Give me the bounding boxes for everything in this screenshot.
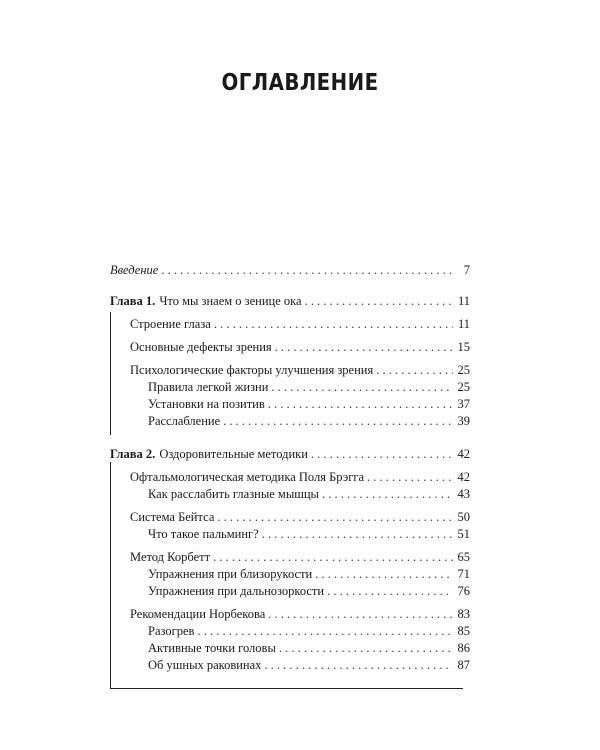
toc-entry-page: 37 xyxy=(457,397,470,411)
toc-entry-page: 86 xyxy=(457,641,470,655)
toc-entry-page: 51 xyxy=(457,527,470,541)
leader-dots xyxy=(214,316,453,333)
leader-dots xyxy=(161,262,453,279)
chapter-number: Глава 2. xyxy=(110,447,156,461)
toc-entry[interactable] xyxy=(110,396,470,413)
leader-dots xyxy=(376,362,453,379)
toc-entry-page: 50 xyxy=(457,510,470,524)
toc-entry[interactable] xyxy=(110,316,470,333)
toc-entry-label: Оздоровительные методики xyxy=(159,447,308,461)
toc-entry[interactable] xyxy=(110,486,470,503)
leader-dots xyxy=(223,413,453,430)
toc-entry[interactable] xyxy=(110,469,470,486)
toc-entry-intro[interactable] xyxy=(110,262,470,279)
toc-entry[interactable] xyxy=(110,379,470,396)
toc-entry-label: Об ушных раковинах xyxy=(148,658,262,672)
toc-entry-label: Что такое пальминг? xyxy=(148,527,259,541)
toc-entry-label: Разогрев xyxy=(148,624,195,638)
toc-entry-label: Офтальмологическая методика Поля Брэгга xyxy=(130,470,365,484)
toc-entry-label: Что мы знаем о зенице ока xyxy=(159,294,302,308)
leader-dots xyxy=(268,396,453,413)
toc-entry-label: Расслабление xyxy=(148,414,221,428)
toc-entry-label: Система Бейтса xyxy=(130,510,215,524)
toc-entry-page: 25 xyxy=(457,380,470,394)
leader-dots xyxy=(197,623,453,640)
toc-entry-page: 7 xyxy=(463,263,470,277)
toc-entry-label: Активные точки головы xyxy=(148,641,276,655)
toc-entry-label: Психологические факторы улучшения зрения xyxy=(130,363,374,377)
leader-dots xyxy=(262,526,453,543)
leader-dots xyxy=(305,293,453,310)
page-title: ОГЛАВЛЕНИЕ xyxy=(221,70,379,96)
toc-entry-label: Введение xyxy=(110,263,159,277)
leader-dots xyxy=(268,606,453,623)
toc-entry-label: Упражнения при близорукости xyxy=(148,567,313,581)
toc-entry-page: 83 xyxy=(457,607,470,621)
toc-entry[interactable] xyxy=(110,362,470,379)
toc-entry[interactable] xyxy=(110,657,470,674)
toc-entry[interactable] xyxy=(110,549,470,566)
leader-dots xyxy=(322,486,453,503)
toc-entry-page: 25 xyxy=(457,363,470,377)
toc-entry-page: 71 xyxy=(457,567,470,581)
toc-entry-label: Правила легкой жизни xyxy=(148,380,269,394)
toc-entry-page: 42 xyxy=(457,470,470,484)
toc-entry-page: 11 xyxy=(457,317,470,331)
leader-dots xyxy=(217,509,453,526)
leader-dots xyxy=(367,469,453,486)
toc-entry-label: Строение глаза xyxy=(130,317,211,331)
toc-entry-label: Метод Корбетт xyxy=(130,550,211,564)
toc-entry-label: Как расслабить глазные мышцы xyxy=(148,487,319,501)
toc-chapter-1[interactable] xyxy=(110,293,470,310)
leader-dots xyxy=(315,566,453,583)
leader-dots xyxy=(327,583,453,600)
toc-entry[interactable] xyxy=(110,623,470,640)
toc-entry-label: Упражнения при дальнозоркости xyxy=(148,584,325,598)
leader-dots xyxy=(275,339,453,356)
toc-entry-page: 65 xyxy=(457,550,470,564)
toc-entry[interactable] xyxy=(110,640,470,657)
table-of-contents xyxy=(110,262,470,674)
toc-entry[interactable] xyxy=(110,566,470,583)
leader-dots xyxy=(264,657,453,674)
toc-entry-page: 42 xyxy=(457,447,470,461)
toc-entry[interactable] xyxy=(110,509,470,526)
toc-entry-page: 76 xyxy=(457,584,470,598)
toc-entry[interactable] xyxy=(110,339,470,356)
toc-entry[interactable] xyxy=(110,526,470,543)
leader-dots xyxy=(279,640,453,657)
toc-entry-page: 87 xyxy=(457,658,470,672)
toc-entry-label: Основные дефекты зрения xyxy=(130,340,272,354)
toc-entry[interactable] xyxy=(110,606,470,623)
toc-chapter-2[interactable] xyxy=(110,446,470,463)
toc-entry-page: 39 xyxy=(457,414,470,428)
chapter-number: Глава 1. xyxy=(110,294,156,308)
toc-entry-label: Рекомендации Норбекова xyxy=(130,607,266,621)
toc-entry-page: 85 xyxy=(457,624,470,638)
leader-dots xyxy=(213,549,453,566)
toc-entry-page: 43 xyxy=(457,487,470,501)
leader-dots xyxy=(311,446,453,463)
leader-dots xyxy=(271,379,453,396)
toc-entry-label: Установки на позитив xyxy=(148,397,265,411)
toc-entry-page: 15 xyxy=(457,340,470,354)
toc-entry[interactable] xyxy=(110,413,470,430)
toc-entry-page: 11 xyxy=(457,294,470,308)
toc-entry[interactable] xyxy=(110,583,470,600)
